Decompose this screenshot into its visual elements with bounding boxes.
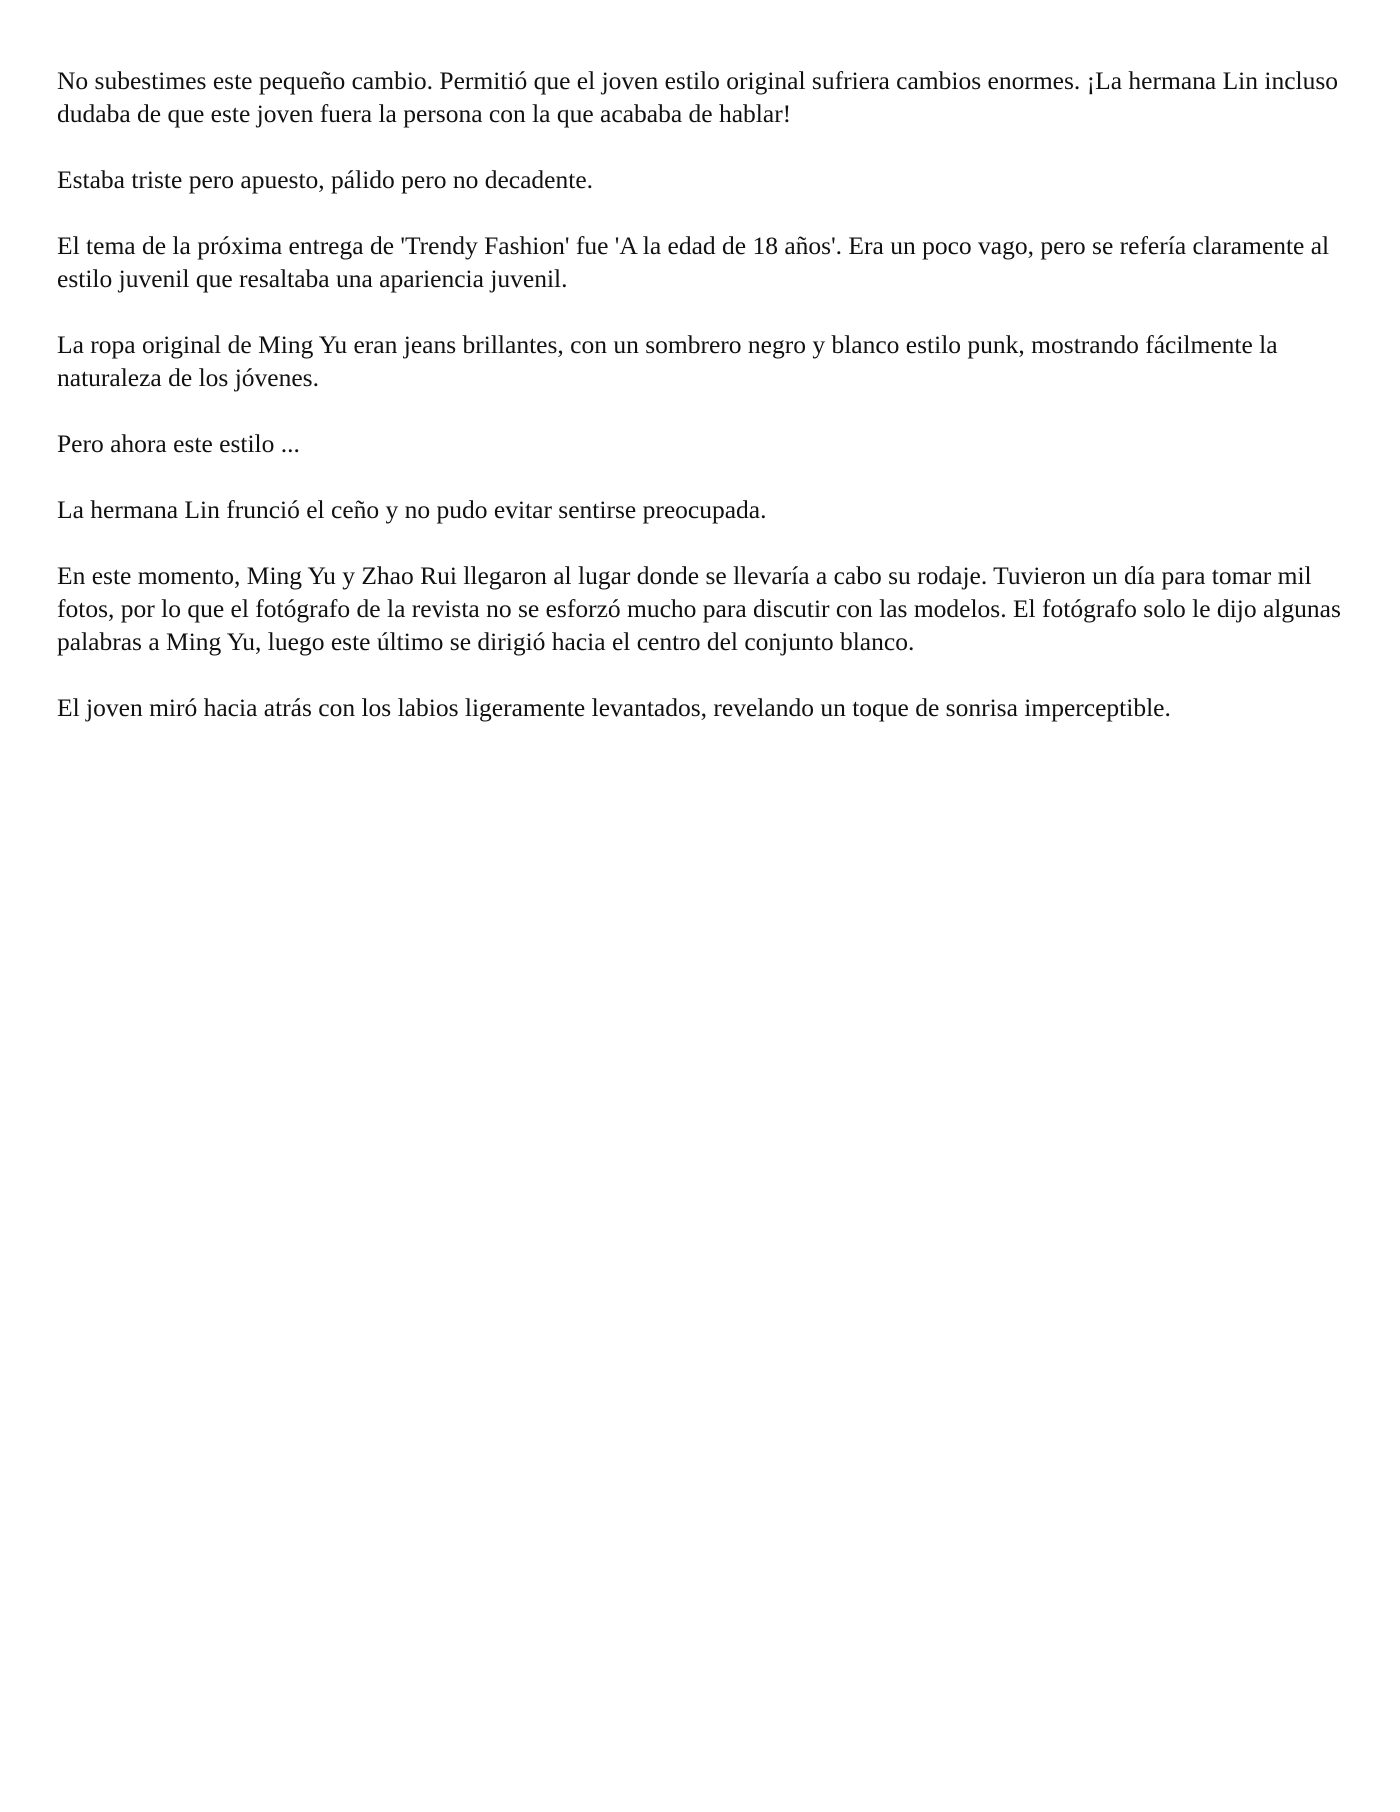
paragraph-7: En este momento, Ming Yu y Zhao Rui llegaron al lugar donde se llevaría a cabo su rodaje. Tuvieron un día para tomar mil fotos, por lo que el fotógrafo de la revista no se esforzó mucho para discutir con las modelos. El fotógrafo solo le dijo algunas palabras a Ming Yu, luego este último se dirigió hacia el centro del conjunto blanco. [57,561,1341,656]
paragraph-2: Estaba triste pero apuesto, pálido pero no decadente. [57,165,594,194]
paragraph-5: Pero ahora este estilo ... [57,429,300,458]
document-page [57,64,1357,757]
paragraph-3: El tema de la próxima entrega de 'Trendy Fashion' fue 'A la edad de 18 años'. Era un poco vago, pero se refería claramente al estilo juvenil que resaltaba una apariencia juvenil. [57,231,1330,293]
paragraph-4: La ropa original de Ming Yu eran jeans brillantes, con un sombrero negro y blanco estilo punk, mostrando fácilmente la naturaleza de los jóvenes. [57,330,1278,392]
paragraph-6: La hermana Lin frunció el ceño y no pudo evitar sentirse preocupada. [57,495,767,524]
paragraph-8: El joven miró hacia atrás con los labios ligeramente levantados, revelando un toque de sonrisa imperceptible. [57,693,1171,722]
paragraph-1: No subestimes este pequeño cambio. Permitió que el joven estilo original sufriera cambios enormes. ¡La hermana Lin incluso dudaba de que este joven fuera la persona con la que acababa de hablar! [57,66,1339,128]
